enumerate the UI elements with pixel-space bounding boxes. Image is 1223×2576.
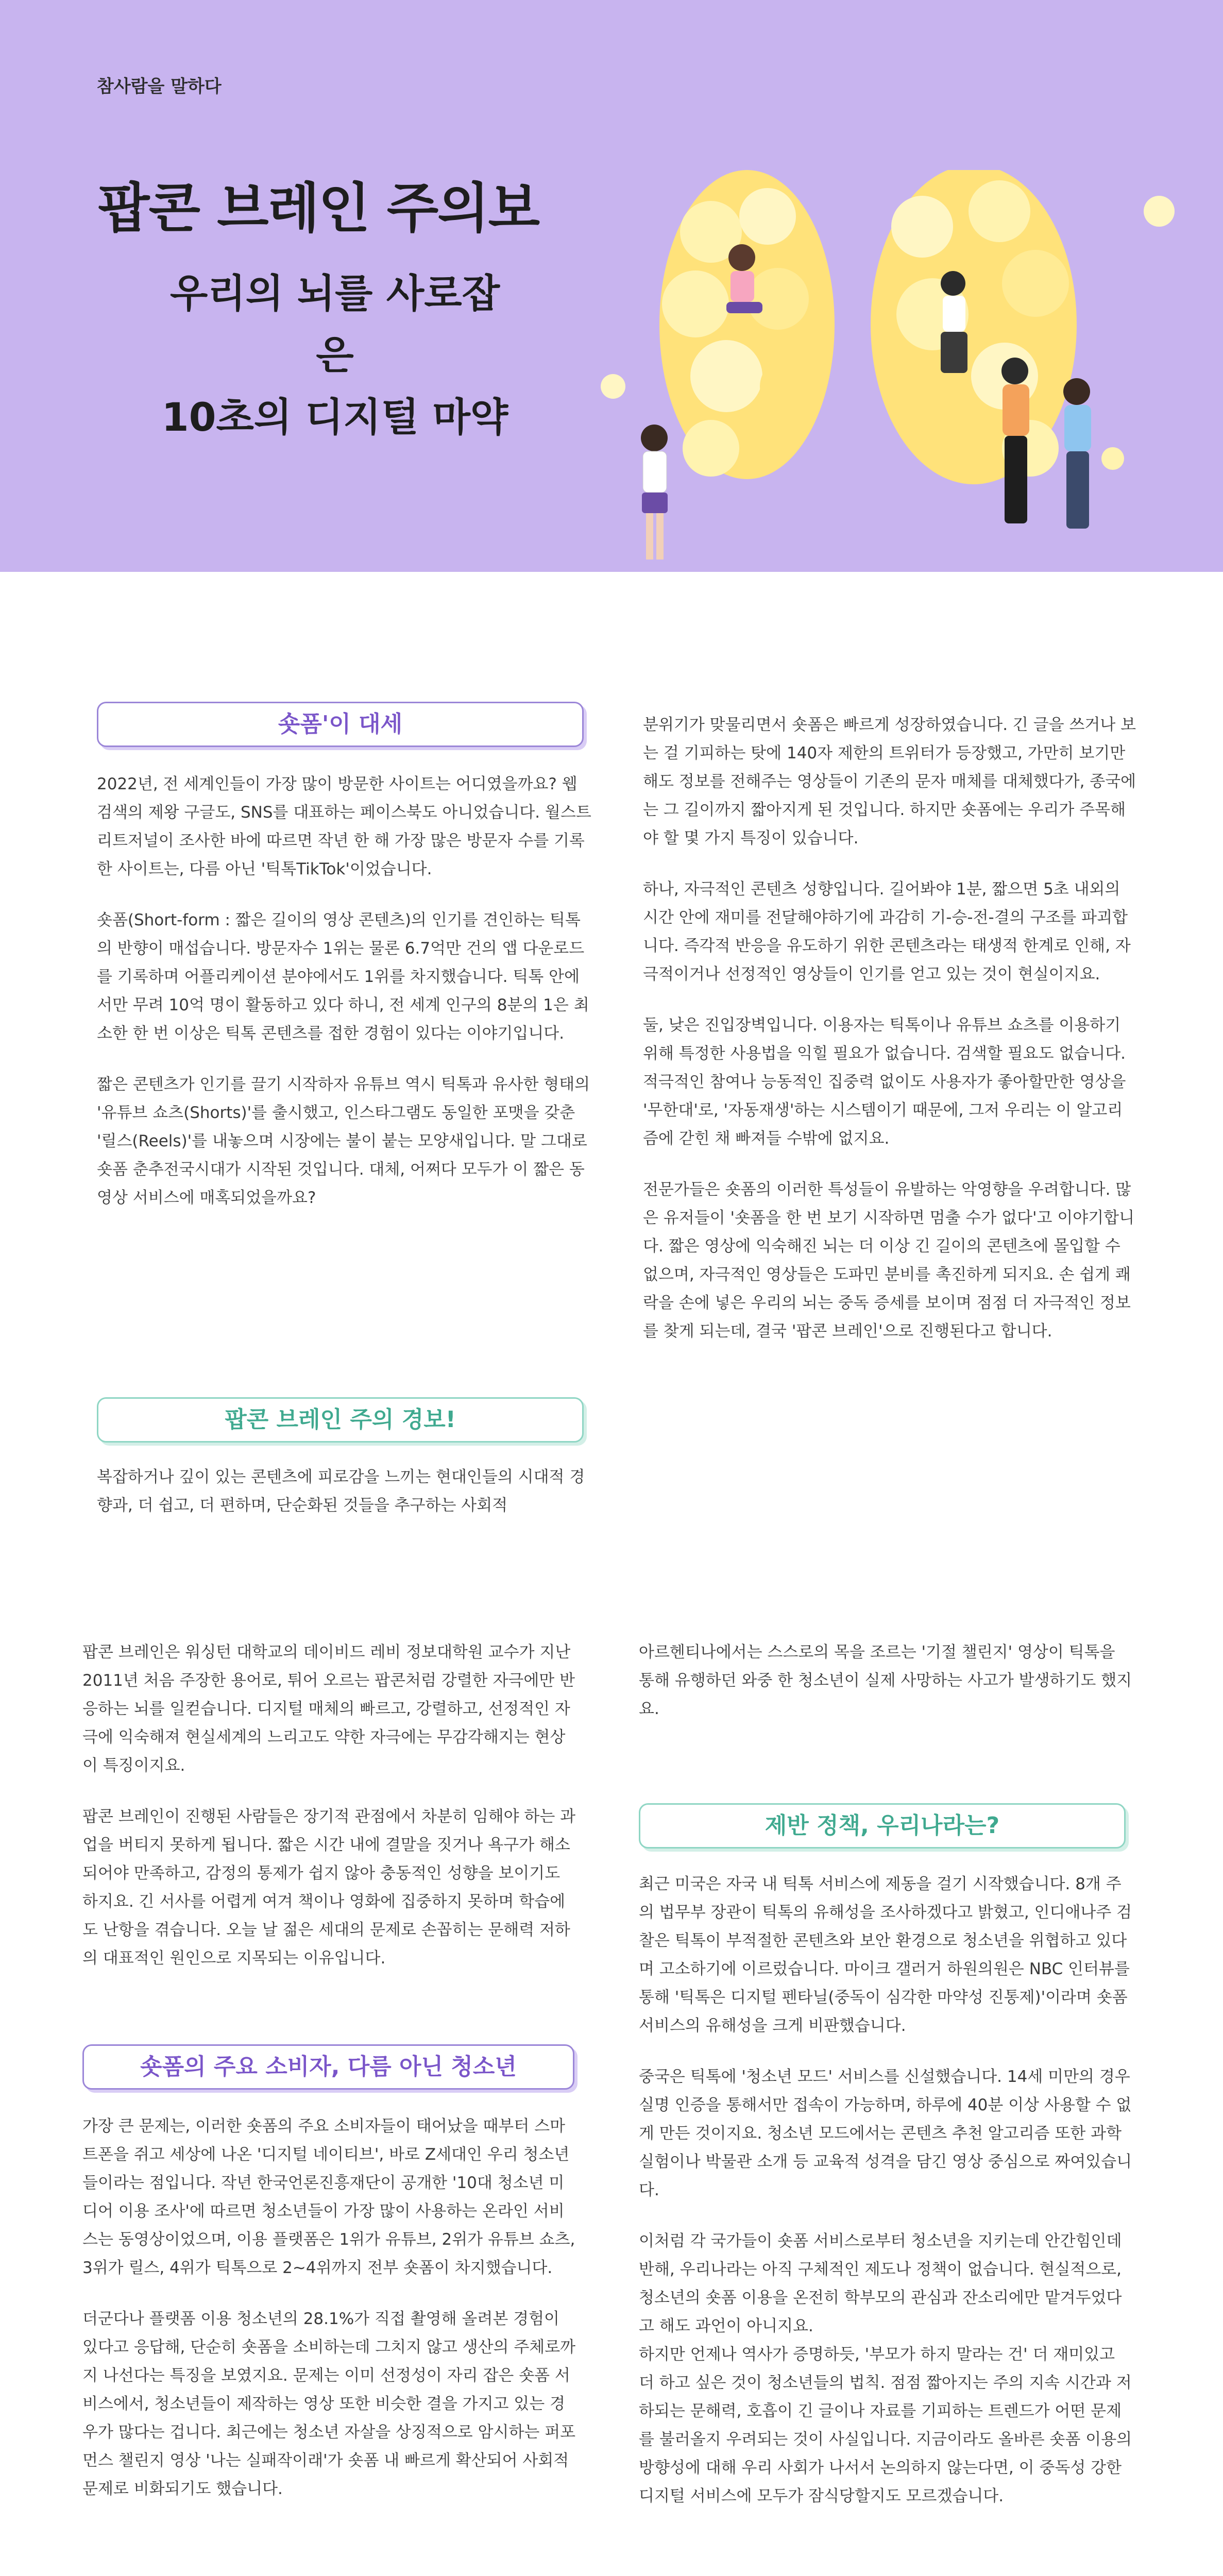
part1-left-column <box>97 770 591 1235</box>
paragraph: 둘, 낮은 진입장벽입니다. 이용자는 틱톡이나 유튜브 쇼츠를 이용하기 위해 특정한 사용법을 익힐 필요가 없습니다. 검색할 필요도 없습니다. 적극적인 참여나 능동적인 집중력 없이도 사용자가 좋아할만한 영상을 '무한대'로, '자동재생'하는 시스템이기 때문에, 그저 우리는 이 알고리즘에 갇힌 채 빠져들 수밖에 없지요. <box>643 1016 1126 1148</box>
paragraph: 숏폼(Short-form : 짧은 길이의 영상 콘텐츠)의 인기를 견인하는 틱톡의 반향이 매섭습니다. 방문자수 1위는 물론 6.7억만 건의 앱 다운로드를 기록하며 어플리케이션 분야에서도 1위를 차지했습니다. 틱톡 안에서만 무려 10억 명이 활동하고 있다 하니, 전 세계 인구의 8분의 1은 최소한 한 번 이상은 틱톡 콘텐츠를 접한 경험이 있다는 이야기입니다. <box>97 911 589 1043</box>
section-label: 참사람을 말하다 <box>97 76 222 97</box>
person-sitting-top-right <box>941 271 967 373</box>
subtitle-line-2: 10초의 디지털 마약 <box>161 394 508 440</box>
paragraph: 짧은 콘텐츠가 인기를 끌기 시작하자 유튜브 역시 틱톡과 유사한 형태의 '유튜브 쇼츠(Shorts)'를 출시했고, 인스타그램도 동일한 포맷을 갖춘 '릴스(Reels)'를 내놓으며 시장에는 불이 붙는 모양새입니다. 말 그대로 숏폼 춘추전국시대가 시작된 것입니다. 대체, 어쩌다 모두가 이 짧은 동영상 서비스에 매혹되었을까요? <box>97 1075 590 1207</box>
popcorn-brain-left <box>659 170 835 479</box>
paragraph: 분위기가 맞물리면서 숏폼은 빠르게 성장하였습니다. 긴 글을 쓰거나 보는 걸 기피하는 탓에 140자 제한의 트위터가 등장했고, 가만히 보기만 해도 정보를 전해주는 영상들이 기존의 문자 매체를 대체했다가, 종국에는 그 길이까지 짧아지게 된 것입니다. 하지만 숏폼에는 우리가 주목해야 할 몇 가지 특징이 있습니다. <box>643 716 1136 848</box>
page-subtitle <box>155 263 515 448</box>
part1-right-column <box>643 711 1137 1368</box>
person-walking-girl <box>641 425 668 560</box>
paragraph: 복잡하거나 깊이 있는 콘텐츠에 피로감을 느끼는 현대인들의 시대적 경향과, 더 쉽고, 더 편하며, 단순화된 것들을 추구하는 사회적 <box>97 1468 585 1515</box>
heading-policy: 제반 정책, 우리나라는? <box>639 1803 1126 1849</box>
paragraph: 2022년, 전 세계인들이 가장 많이 방문한 사이트는 어디였을까요? 웹 검색의 제왕 구글도, SNS를 대표하는 페이스북도 아니었습니다. 월스트리트저널이 조사한 바에 따르면 작년 한 해 가장 많은 방문자 수를 기록한 사이트는, 다름 아닌 '틱톡TikTok'이었습니다. <box>97 775 591 878</box>
paragraph: 아르헨티나에서는 스스로의 목을 조르는 '기절 챌린지' 영상이 틱톡을 통해 유행하던 와중 한 청소년이 실제 사망하는 사고가 발생하기도 했지요. <box>639 1643 1132 1718</box>
paragraph: 더군다나 플랫폼 이용 청소년의 28.1%가 직접 촬영해 올려본 경험이 있다고 응답해, 단순히 숏폼을 소비하는데 그치지 않고 생산의 주체로까지 나선다는 특징을 보였지요. 문제는 이미 선정성이 자리 잡은 숏폼 서비스에서, 청소년들이 제작하는 영상 또한 비슷한 결을 가지고 있는 경우가 많다는 겁니다. 최근에는 청소년 자살을 상징적으로 암시하는 퍼포먼스 챌린지 영상 '나는 실패작이래'가 숏폼 내 빠르게 확산되어 사회적 문제로 비화되기도 했습니다. <box>82 2310 576 2498</box>
paragraph: 하나, 자극적인 콘텐츠 성향입니다. 길어봐야 1분, 짧으면 5초 내외의 시간 안에 재미를 전달해야하기에 과감히 기-승-전-결의 구조를 파괴합니다. 즉각적 반응을 유도하기 위한 콘텐츠라는 태생적 한계로 인해, 자극적이거나 선정적인 영상들이 인기를 얻고 있는 것이 현실이지요. <box>643 880 1131 984</box>
heading-youth-consumers: 숏폼의 주요 소비자, 다름 아닌 청소년 <box>82 2044 574 2090</box>
page-title: 팝콘 브레인 주의보 <box>98 177 539 240</box>
paragraph: 전문가들은 숏폼의 이러한 특성들이 유발하는 악영향을 우려합니다. 많은 유저들이 '숏폼을 한 번 보기 시작하면 멈출 수가 없다'고 이야기합니다. 짧은 영상에 익숙해진 뇌는 더 이상 긴 길이의 콘텐츠에 몰입할 수 없으며, 자극적인 영상들은 도파민 분비를 촉진하게 되지요. 손 쉽게 쾌락을 손에 넣은 우리의 뇌는 중독 증세를 보이며 점점 더 자극적인 정보를 찾게 되는데, 결국 '팝콘 브레인'으로 진행된다고 합니다. <box>643 1180 1135 1341</box>
subtitle-line-1: 우리의 뇌를 사로잡은 <box>169 270 500 378</box>
part2-right-top <box>639 1638 1133 1746</box>
paragraph: 최근 미국은 자국 내 틱톡 서비스에 제동을 걸기 시작했습니다. 8개 주의 법무부 장관이 틱톡의 유해성을 조사하겠다고 밝혔고, 인디애나주 검찰은 틱톡이 부적절한 콘텐츠와 보안 환경으로 청소년을 위협하고 있다며 고소하기에 이르렀습니다. 마이크 갤러거 하원의원은 NBC 인터뷰를 통해 '틱톡은 디지털 펜타닐(중독이 심각한 마약성 진통제)'이라며 숏폼 서비스의 유해성을 크게 비판했습니다. <box>639 1875 1132 2035</box>
paragraph: 이처럼 각 국가들이 숏폼 서비스로부터 청소년을 지키는데 안간힘인데 반해, 우리나라는 아직 구체적인 제도나 정책이 없습니다. 현실적으로, 청소년의 숏폼 이용을 온전히 학부모의 관심과 잔소리에만 맡겨두었다고 해도 과언이 아니지요. <box>639 2232 1122 2335</box>
part1-left-tail <box>97 1463 591 1543</box>
paragraph: 가장 큰 문제는, 이러한 숏폼의 주요 소비자들이 태어났을 때부터 스마트폰을 쥐고 세상에 나온 '디지털 네이티브', 바로 Z세대인 우리 청소년들이라는 점입니다. 작년 한국언론진흥재단이 공개한 '10대 청소년 미디어 이용 조사'에 따르면 청소년들이 가장 많이 사용하는 온라인 서비스는 동영상이었으며, 이용 플랫폼은 1위가 유튜브, 2위가 유튜브 쇼츠, 3위가 릴스, 4위가 틱톡으로 2~4위까지 전부 숏폼이 차지했습니다. <box>82 2117 575 2277</box>
part2-left-column-2 <box>82 2112 577 2526</box>
paragraph: 하지만 언제나 역사가 증명하듯, '부모가 하지 말라는 건' 더 재미있고 더 하고 싶은 것이 청소년들의 법칙. 점점 짧아지는 주의 지속 시간과 저하되는 문해력, 호흡이 긴 글이나 자료를 기피하는 트렌드가 어떤 문제를 불러올지 우려되는 것이 사실입니다. 지금이라도 올바른 숏폼 이용의 방향성에 대해 우리 사회가 나서서 논의하지 않는다면, 이 중독성 강한 디지털 서비스에 모두가 잠식당할지도 모르겠습니다. <box>639 2345 1132 2505</box>
part2-left-column <box>82 1638 577 1995</box>
paragraph: 팝콘 브레인이 진행된 사람들은 장기적 관점에서 차분히 임해야 하는 과업을 버티지 못하게 됩니다. 짧은 시간 내에 결말을 짓거나 욕구가 해소되어야 만족하고, 감정의 통제가 쉽지 않아 충동적인 성향을 보이기도 하지요. 긴 서사를 어렵게 여겨 책이나 영화에 집중하지 못하며 학습에도 난항을 겪습니다. 오늘 날 젊은 세대의 문제로 손꼽히는 문해력 저하의 대표적인 원인으로 지목되는 이유입니다. <box>82 1807 576 1968</box>
person-standing-blue <box>1063 378 1091 529</box>
hero-banner <box>0 0 1223 572</box>
paragraph: 중국은 틱톡에 '청소년 모드' 서비스를 신설했습니다. 14세 미만의 경우 실명 인증을 통해서만 접속이 가능하며, 하루에 40분 이상 사용할 수 없게 만든 것이지요. 청소년 모드에서는 콘텐츠 추천 알고리즘 또한 과학 실험이나 박물관 소개 등 교육적 성격을 담긴 영상 중심으로 짜여있습니다. <box>639 2067 1132 2199</box>
heading-popcorn-warning: 팝콘 브레인 주의 경보! <box>97 1397 584 1443</box>
popcorn-brain-right <box>871 170 1077 484</box>
part2-right-column <box>639 1870 1133 2533</box>
popcorn-brain-illustration <box>592 170 1200 572</box>
heading-shortform-trend: 숏폼'이 대세 <box>97 702 584 747</box>
paragraph: 팝콘 브레인은 워싱턴 대학교의 데이비드 레비 정보대학원 교수가 지난 2011년 처음 주장한 용어로, 튀어 오르는 팝콘처럼 강렬한 자극에만 반응하는 뇌를 일컫습니다. 디지털 매체의 빠르고, 강렬하고, 선정적인 자극에 익숙해져 현실세계의 느리고도 약한 자극에는 무감각해지는 현상이 특징이지요. <box>82 1643 575 1775</box>
